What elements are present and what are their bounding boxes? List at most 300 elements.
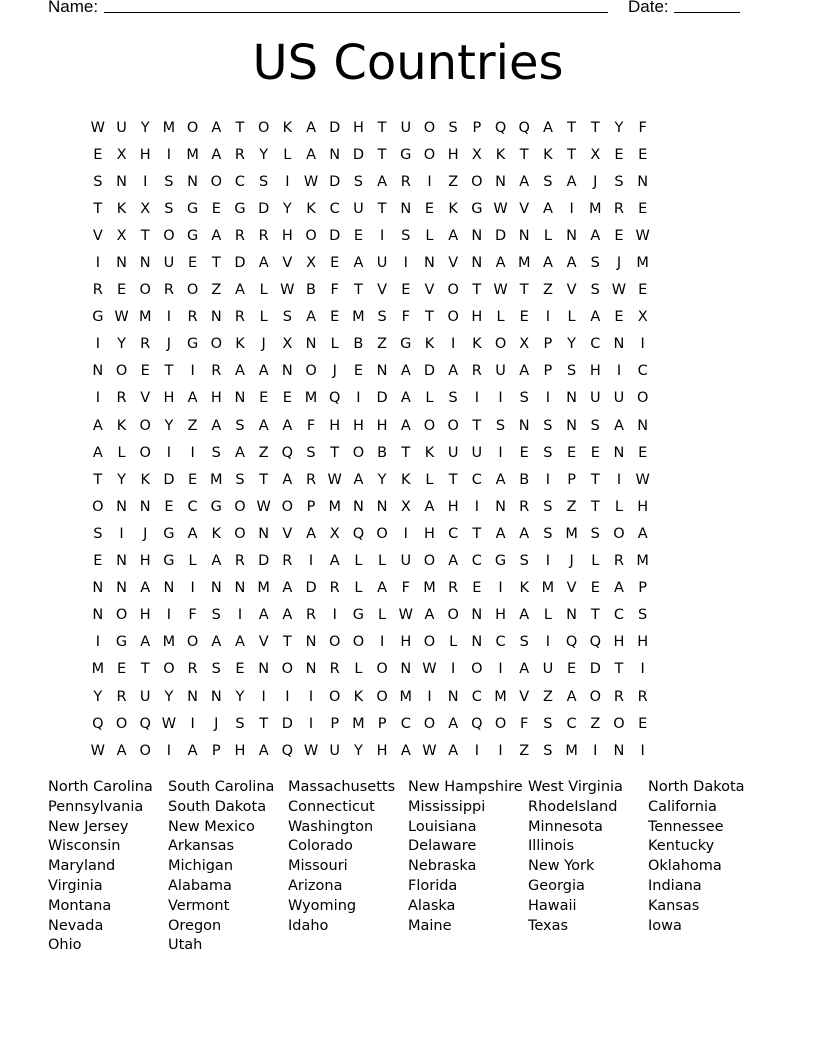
- grid-cell[interactable]: I: [332, 607, 337, 624]
- grid-cell[interactable]: H: [139, 607, 151, 624]
- grid-cell[interactable]: T: [519, 146, 529, 163]
- grid-cell[interactable]: N: [116, 553, 127, 570]
- grid-cell[interactable]: K: [353, 688, 364, 705]
- grid-cell[interactable]: I: [261, 688, 266, 705]
- grid-cell[interactable]: E: [519, 444, 529, 461]
- grid-cell[interactable]: T: [448, 471, 458, 488]
- grid-cell[interactable]: S: [401, 227, 411, 244]
- grid-cell[interactable]: R: [116, 390, 127, 407]
- grid-cell[interactable]: H: [139, 553, 151, 570]
- grid-cell[interactable]: R: [187, 661, 198, 678]
- grid-cell[interactable]: G: [471, 200, 483, 217]
- grid-cell[interactable]: W: [398, 607, 413, 624]
- grid-cell[interactable]: O: [329, 688, 341, 705]
- grid-cell[interactable]: U: [589, 390, 601, 407]
- grid-cell[interactable]: X: [590, 146, 601, 163]
- grid-cell[interactable]: H: [376, 742, 388, 759]
- grid-cell[interactable]: S: [543, 444, 553, 461]
- grid-cell[interactable]: N: [637, 173, 649, 190]
- grid-cell[interactable]: D: [281, 715, 293, 732]
- grid-cell[interactable]: O: [329, 634, 341, 651]
- grid-cell[interactable]: Y: [93, 688, 103, 705]
- grid-cell[interactable]: A: [258, 417, 269, 434]
- grid-cell[interactable]: I: [166, 309, 172, 326]
- grid-cell[interactable]: O: [376, 661, 388, 678]
- grid-cell[interactable]: T: [401, 444, 411, 461]
- grid-cell[interactable]: E: [614, 309, 624, 326]
- grid-cell[interactable]: B: [353, 336, 364, 353]
- grid-cell[interactable]: Q: [471, 715, 483, 732]
- grid-cell[interactable]: R: [613, 553, 624, 570]
- grid-cell[interactable]: A: [519, 363, 530, 380]
- grid-cell[interactable]: D: [329, 173, 341, 190]
- grid-cell[interactable]: L: [543, 607, 552, 624]
- grid-cell[interactable]: O: [139, 444, 151, 461]
- grid-cell[interactable]: A: [116, 742, 127, 759]
- grid-cell[interactable]: H: [281, 227, 293, 244]
- grid-cell[interactable]: A: [258, 363, 269, 380]
- grid-cell[interactable]: D: [258, 200, 270, 217]
- grid-cell[interactable]: S: [543, 417, 553, 434]
- grid-cell[interactable]: E: [211, 200, 221, 217]
- grid-cell[interactable]: J: [616, 255, 622, 272]
- grid-cell[interactable]: S: [543, 525, 553, 542]
- grid-cell[interactable]: V: [424, 282, 435, 299]
- grid-cell[interactable]: M: [541, 580, 555, 597]
- grid-cell[interactable]: L: [354, 553, 363, 570]
- grid-cell[interactable]: R: [140, 336, 151, 353]
- grid-cell[interactable]: L: [354, 580, 363, 597]
- grid-cell[interactable]: S: [590, 417, 600, 434]
- grid-cell[interactable]: K: [424, 444, 435, 461]
- grid-cell[interactable]: N: [566, 227, 578, 244]
- grid-cell[interactable]: A: [400, 363, 411, 380]
- grid-cell[interactable]: Q: [565, 634, 578, 651]
- grid-cell[interactable]: Q: [281, 742, 294, 759]
- grid-cell[interactable]: S: [519, 553, 529, 570]
- grid-cell[interactable]: O: [210, 173, 222, 190]
- grid-cell[interactable]: N: [210, 580, 222, 597]
- grid-cell[interactable]: O: [234, 498, 246, 515]
- grid-cell[interactable]: L: [614, 498, 624, 515]
- grid-cell[interactable]: M: [138, 309, 152, 326]
- name-line[interactable]: [104, 12, 608, 13]
- grid-cell[interactable]: Y: [282, 200, 292, 217]
- grid-cell[interactable]: D: [376, 390, 388, 407]
- grid-cell[interactable]: S: [590, 255, 600, 272]
- grid-cell[interactable]: N: [305, 336, 317, 353]
- grid-cell[interactable]: O: [186, 282, 199, 299]
- grid-cell[interactable]: N: [258, 661, 270, 678]
- grid-cell[interactable]: N: [566, 607, 578, 624]
- grid-cell[interactable]: N: [210, 309, 222, 326]
- grid-cell[interactable]: C: [637, 363, 648, 380]
- grid-cell[interactable]: K: [116, 200, 127, 217]
- grid-cell[interactable]: A: [614, 580, 624, 597]
- grid-cell[interactable]: K: [116, 417, 127, 434]
- grid-cell[interactable]: A: [211, 227, 222, 244]
- grid-cell[interactable]: K: [543, 146, 553, 163]
- grid-cell[interactable]: M: [565, 525, 578, 542]
- grid-cell[interactable]: H: [447, 146, 459, 163]
- grid-cell[interactable]: O: [257, 119, 270, 136]
- grid-cell[interactable]: M: [352, 715, 365, 732]
- grid-cell[interactable]: A: [542, 200, 553, 217]
- grid-cell[interactable]: E: [614, 146, 624, 163]
- grid-cell[interactable]: M: [328, 498, 341, 515]
- grid-cell[interactable]: S: [590, 525, 600, 542]
- grid-cell[interactable]: A: [306, 146, 316, 163]
- grid-cell[interactable]: U: [447, 444, 459, 461]
- grid-cell[interactable]: P: [638, 580, 648, 597]
- grid-cell[interactable]: Z: [566, 498, 577, 515]
- grid-cell[interactable]: X: [519, 336, 530, 353]
- grid-cell[interactable]: N: [495, 498, 506, 515]
- grid-cell[interactable]: W: [611, 282, 627, 299]
- grid-cell[interactable]: T: [590, 471, 600, 488]
- grid-cell[interactable]: X: [140, 200, 151, 217]
- grid-cell[interactable]: K: [472, 336, 482, 353]
- grid-cell[interactable]: S: [377, 309, 387, 326]
- grid-cell[interactable]: A: [306, 309, 316, 326]
- grid-cell[interactable]: Q: [352, 525, 365, 542]
- grid-cell[interactable]: A: [282, 471, 293, 488]
- grid-cell[interactable]: A: [282, 417, 293, 434]
- grid-cell[interactable]: W: [90, 119, 106, 136]
- grid-cell[interactable]: T: [590, 498, 600, 515]
- grid-cell[interactable]: V: [519, 200, 530, 217]
- grid-cell[interactable]: I: [95, 390, 100, 407]
- grid-cell[interactable]: V: [566, 282, 577, 299]
- grid-cell[interactable]: U: [400, 119, 412, 136]
- grid-cell[interactable]: M: [352, 309, 365, 326]
- grid-cell[interactable]: E: [567, 661, 577, 678]
- grid-cell[interactable]: C: [400, 715, 411, 732]
- grid-cell[interactable]: T: [93, 471, 103, 488]
- grid-cell[interactable]: R: [519, 498, 530, 515]
- grid-cell[interactable]: I: [451, 661, 456, 678]
- grid-cell[interactable]: S: [638, 607, 648, 624]
- grid-cell[interactable]: K: [448, 200, 458, 217]
- grid-cell[interactable]: O: [234, 525, 246, 542]
- grid-cell[interactable]: I: [545, 553, 551, 570]
- grid-cell[interactable]: I: [593, 742, 598, 759]
- grid-cell[interactable]: I: [95, 255, 100, 272]
- grid-cell[interactable]: S: [211, 444, 221, 461]
- grid-cell[interactable]: I: [143, 173, 148, 190]
- grid-cell[interactable]: E: [116, 282, 127, 299]
- grid-cell[interactable]: A: [448, 227, 459, 244]
- grid-cell[interactable]: I: [427, 173, 432, 190]
- grid-cell[interactable]: I: [474, 390, 479, 407]
- grid-cell[interactable]: W: [114, 309, 129, 326]
- grid-cell[interactable]: V: [92, 227, 103, 244]
- grid-cell[interactable]: P: [567, 471, 576, 488]
- grid-cell[interactable]: T: [377, 146, 387, 163]
- grid-cell[interactable]: E: [116, 661, 127, 678]
- grid-cell[interactable]: I: [190, 444, 195, 461]
- grid-cell[interactable]: K: [306, 200, 316, 217]
- grid-cell[interactable]: Y: [140, 119, 150, 136]
- grid-cell[interactable]: A: [519, 173, 530, 190]
- grid-cell[interactable]: E: [93, 146, 103, 163]
- grid-cell[interactable]: C: [187, 498, 198, 515]
- grid-cell[interactable]: I: [403, 525, 408, 542]
- grid-cell[interactable]: Q: [494, 119, 507, 136]
- grid-cell[interactable]: R: [305, 607, 317, 624]
- grid-cell[interactable]: O: [115, 607, 128, 624]
- grid-cell[interactable]: S: [448, 390, 458, 407]
- grid-cell[interactable]: R: [116, 688, 127, 705]
- grid-cell[interactable]: L: [425, 471, 434, 488]
- grid-cell[interactable]: O: [139, 282, 151, 299]
- grid-cell[interactable]: I: [166, 146, 172, 163]
- grid-cell[interactable]: F: [188, 607, 197, 624]
- grid-cell[interactable]: A: [495, 255, 506, 272]
- grid-cell[interactable]: U: [139, 688, 151, 705]
- grid-cell[interactable]: S: [235, 715, 245, 732]
- grid-cell[interactable]: D: [163, 471, 175, 488]
- grid-cell[interactable]: R: [92, 282, 103, 299]
- grid-cell[interactable]: I: [569, 200, 574, 217]
- grid-cell[interactable]: K: [401, 471, 411, 488]
- grid-cell[interactable]: S: [543, 742, 553, 759]
- grid-cell[interactable]: R: [613, 688, 624, 705]
- grid-cell[interactable]: M: [186, 146, 199, 163]
- grid-cell[interactable]: N: [424, 255, 435, 272]
- grid-cell[interactable]: H: [637, 498, 649, 515]
- grid-cell[interactable]: A: [258, 742, 269, 759]
- grid-cell[interactable]: N: [163, 580, 175, 597]
- grid-cell[interactable]: D: [352, 146, 364, 163]
- grid-cell[interactable]: W: [422, 742, 437, 759]
- grid-cell[interactable]: R: [329, 580, 340, 597]
- grid-cell[interactable]: A: [495, 471, 506, 488]
- grid-cell[interactable]: T: [140, 661, 150, 678]
- grid-cell[interactable]: F: [401, 580, 410, 597]
- grid-cell[interactable]: U: [613, 390, 625, 407]
- grid-cell[interactable]: N: [187, 173, 199, 190]
- grid-cell[interactable]: X: [400, 498, 411, 515]
- grid-cell[interactable]: O: [589, 688, 601, 705]
- grid-cell[interactable]: G: [234, 200, 246, 217]
- grid-cell[interactable]: A: [140, 580, 151, 597]
- grid-cell[interactable]: A: [306, 525, 316, 542]
- grid-cell[interactable]: D: [329, 119, 341, 136]
- grid-cell[interactable]: R: [234, 309, 245, 326]
- grid-cell[interactable]: E: [282, 390, 292, 407]
- grid-cell[interactable]: N: [518, 227, 530, 244]
- grid-cell[interactable]: A: [566, 173, 577, 190]
- grid-cell[interactable]: N: [471, 634, 483, 651]
- grid-cell[interactable]: V: [258, 634, 269, 651]
- grid-cell[interactable]: M: [304, 390, 318, 407]
- grid-cell[interactable]: E: [353, 363, 363, 380]
- grid-cell[interactable]: A: [542, 119, 553, 136]
- grid-cell[interactable]: Y: [377, 471, 387, 488]
- grid-cell[interactable]: N: [116, 580, 127, 597]
- grid-cell[interactable]: C: [329, 200, 340, 217]
- grid-cell[interactable]: H: [400, 634, 412, 651]
- grid-cell[interactable]: S: [614, 173, 624, 190]
- grid-cell[interactable]: I: [285, 688, 290, 705]
- grid-cell[interactable]: A: [400, 742, 411, 759]
- grid-cell[interactable]: W: [493, 200, 508, 217]
- grid-cell[interactable]: F: [306, 417, 316, 434]
- grid-cell[interactable]: R: [234, 553, 245, 570]
- grid-cell[interactable]: G: [92, 309, 104, 326]
- grid-cell[interactable]: W: [493, 282, 508, 299]
- grid-cell[interactable]: W: [327, 471, 342, 488]
- grid-cell[interactable]: H: [447, 498, 459, 515]
- grid-cell[interactable]: U: [163, 255, 175, 272]
- grid-cell[interactable]: T: [164, 363, 174, 380]
- grid-cell[interactable]: D: [589, 661, 601, 678]
- grid-cell[interactable]: S: [211, 607, 221, 624]
- grid-cell[interactable]: V: [282, 255, 293, 272]
- grid-cell[interactable]: O: [423, 553, 436, 570]
- grid-cell[interactable]: N: [139, 498, 151, 515]
- grid-cell[interactable]: G: [115, 634, 128, 651]
- grid-cell[interactable]: N: [92, 607, 104, 624]
- grid-cell[interactable]: E: [353, 227, 363, 244]
- grid-cell[interactable]: O: [423, 146, 436, 163]
- grid-cell[interactable]: N: [352, 498, 364, 515]
- grid-cell[interactable]: N: [518, 417, 530, 434]
- grid-cell[interactable]: N: [187, 688, 199, 705]
- grid-cell[interactable]: A: [377, 580, 388, 597]
- grid-cell[interactable]: O: [613, 525, 625, 542]
- grid-cell[interactable]: N: [495, 173, 506, 190]
- grid-cell[interactable]: G: [352, 607, 365, 624]
- grid-cell[interactable]: L: [330, 336, 339, 353]
- grid-cell[interactable]: X: [116, 227, 127, 244]
- grid-cell[interactable]: E: [590, 444, 600, 461]
- grid-cell[interactable]: D: [305, 580, 317, 597]
- grid-cell[interactable]: S: [448, 119, 458, 136]
- grid-cell[interactable]: M: [636, 553, 649, 570]
- grid-cell[interactable]: E: [330, 255, 340, 272]
- grid-cell[interactable]: A: [448, 742, 459, 759]
- grid-cell[interactable]: T: [282, 634, 292, 651]
- grid-cell[interactable]: A: [211, 119, 222, 136]
- grid-cell[interactable]: A: [424, 607, 435, 624]
- grid-cell[interactable]: Y: [117, 336, 126, 353]
- grid-cell[interactable]: R: [305, 471, 317, 488]
- grid-cell[interactable]: S: [519, 634, 529, 651]
- grid-cell[interactable]: I: [616, 471, 622, 488]
- grid-cell[interactable]: R: [471, 363, 482, 380]
- grid-cell[interactable]: J: [261, 336, 266, 353]
- grid-cell[interactable]: O: [494, 715, 507, 732]
- grid-cell[interactable]: Y: [614, 119, 624, 136]
- grid-cell[interactable]: G: [186, 336, 199, 353]
- grid-cell[interactable]: K: [140, 471, 150, 488]
- grid-cell[interactable]: G: [400, 146, 412, 163]
- grid-cell[interactable]: I: [119, 525, 124, 542]
- grid-cell[interactable]: H: [352, 417, 364, 434]
- grid-cell[interactable]: P: [306, 498, 316, 515]
- grid-cell[interactable]: W: [161, 715, 177, 732]
- grid-cell[interactable]: N: [447, 688, 459, 705]
- grid-cell[interactable]: O: [447, 309, 459, 326]
- grid-cell[interactable]: N: [281, 363, 293, 380]
- grid-cell[interactable]: N: [329, 146, 341, 163]
- grid-cell[interactable]: V: [566, 580, 577, 597]
- grid-cell[interactable]: H: [234, 742, 246, 759]
- grid-cell[interactable]: A: [542, 255, 553, 272]
- grid-cell[interactable]: O: [115, 363, 128, 380]
- grid-cell[interactable]: P: [211, 742, 221, 759]
- grid-cell[interactable]: S: [519, 390, 529, 407]
- grid-cell[interactable]: C: [234, 173, 246, 190]
- grid-cell[interactable]: G: [186, 227, 199, 244]
- grid-cell[interactable]: W: [256, 498, 271, 515]
- grid-cell[interactable]: S: [590, 282, 600, 299]
- grid-cell[interactable]: A: [637, 525, 648, 542]
- grid-cell[interactable]: I: [545, 309, 551, 326]
- grid-cell[interactable]: Z: [448, 173, 459, 190]
- grid-cell[interactable]: P: [377, 715, 387, 732]
- grid-cell[interactable]: T: [377, 200, 387, 217]
- grid-cell[interactable]: J: [166, 336, 172, 353]
- grid-cell[interactable]: A: [211, 553, 222, 570]
- grid-cell[interactable]: N: [116, 498, 127, 515]
- grid-cell[interactable]: E: [401, 282, 411, 299]
- grid-cell[interactable]: W: [635, 471, 650, 488]
- grid-cell[interactable]: L: [283, 146, 292, 163]
- grid-cell[interactable]: T: [235, 119, 245, 136]
- grid-cell[interactable]: L: [591, 553, 600, 570]
- grid-cell[interactable]: O: [423, 634, 436, 651]
- grid-cell[interactable]: Q: [92, 715, 104, 732]
- grid-cell[interactable]: S: [93, 173, 103, 190]
- grid-cell[interactable]: O: [423, 417, 436, 434]
- grid-cell[interactable]: H: [210, 390, 222, 407]
- grid-cell[interactable]: P: [543, 363, 553, 380]
- grid-cell[interactable]: P: [472, 119, 482, 136]
- grid-cell[interactable]: L: [378, 553, 387, 570]
- grid-cell[interactable]: N: [400, 200, 412, 217]
- grid-cell[interactable]: A: [424, 498, 435, 515]
- grid-cell[interactable]: O: [352, 444, 365, 461]
- grid-cell[interactable]: M: [257, 580, 270, 597]
- grid-cell[interactable]: M: [162, 119, 176, 136]
- grid-cell[interactable]: M: [91, 661, 105, 678]
- grid-cell[interactable]: P: [330, 715, 340, 732]
- grid-cell[interactable]: N: [613, 742, 625, 759]
- grid-cell[interactable]: Z: [519, 742, 530, 759]
- grid-cell[interactable]: V: [448, 255, 459, 272]
- grid-cell[interactable]: U: [353, 200, 364, 217]
- grid-cell[interactable]: E: [638, 282, 648, 299]
- grid-cell[interactable]: Y: [117, 471, 126, 488]
- grid-cell[interactable]: I: [545, 471, 551, 488]
- grid-cell[interactable]: Z: [187, 417, 198, 434]
- grid-cell[interactable]: Y: [235, 688, 245, 705]
- grid-cell[interactable]: K: [424, 336, 435, 353]
- grid-cell[interactable]: A: [448, 553, 459, 570]
- grid-cell[interactable]: I: [166, 607, 172, 624]
- grid-cell[interactable]: U: [400, 553, 412, 570]
- grid-cell[interactable]: O: [613, 715, 625, 732]
- grid-cell[interactable]: E: [188, 255, 198, 272]
- grid-cell[interactable]: O: [423, 715, 436, 732]
- grid-cell[interactable]: J: [593, 173, 598, 190]
- grid-cell[interactable]: I: [95, 336, 100, 353]
- grid-cell[interactable]: T: [259, 715, 269, 732]
- grid-cell[interactable]: T: [472, 525, 482, 542]
